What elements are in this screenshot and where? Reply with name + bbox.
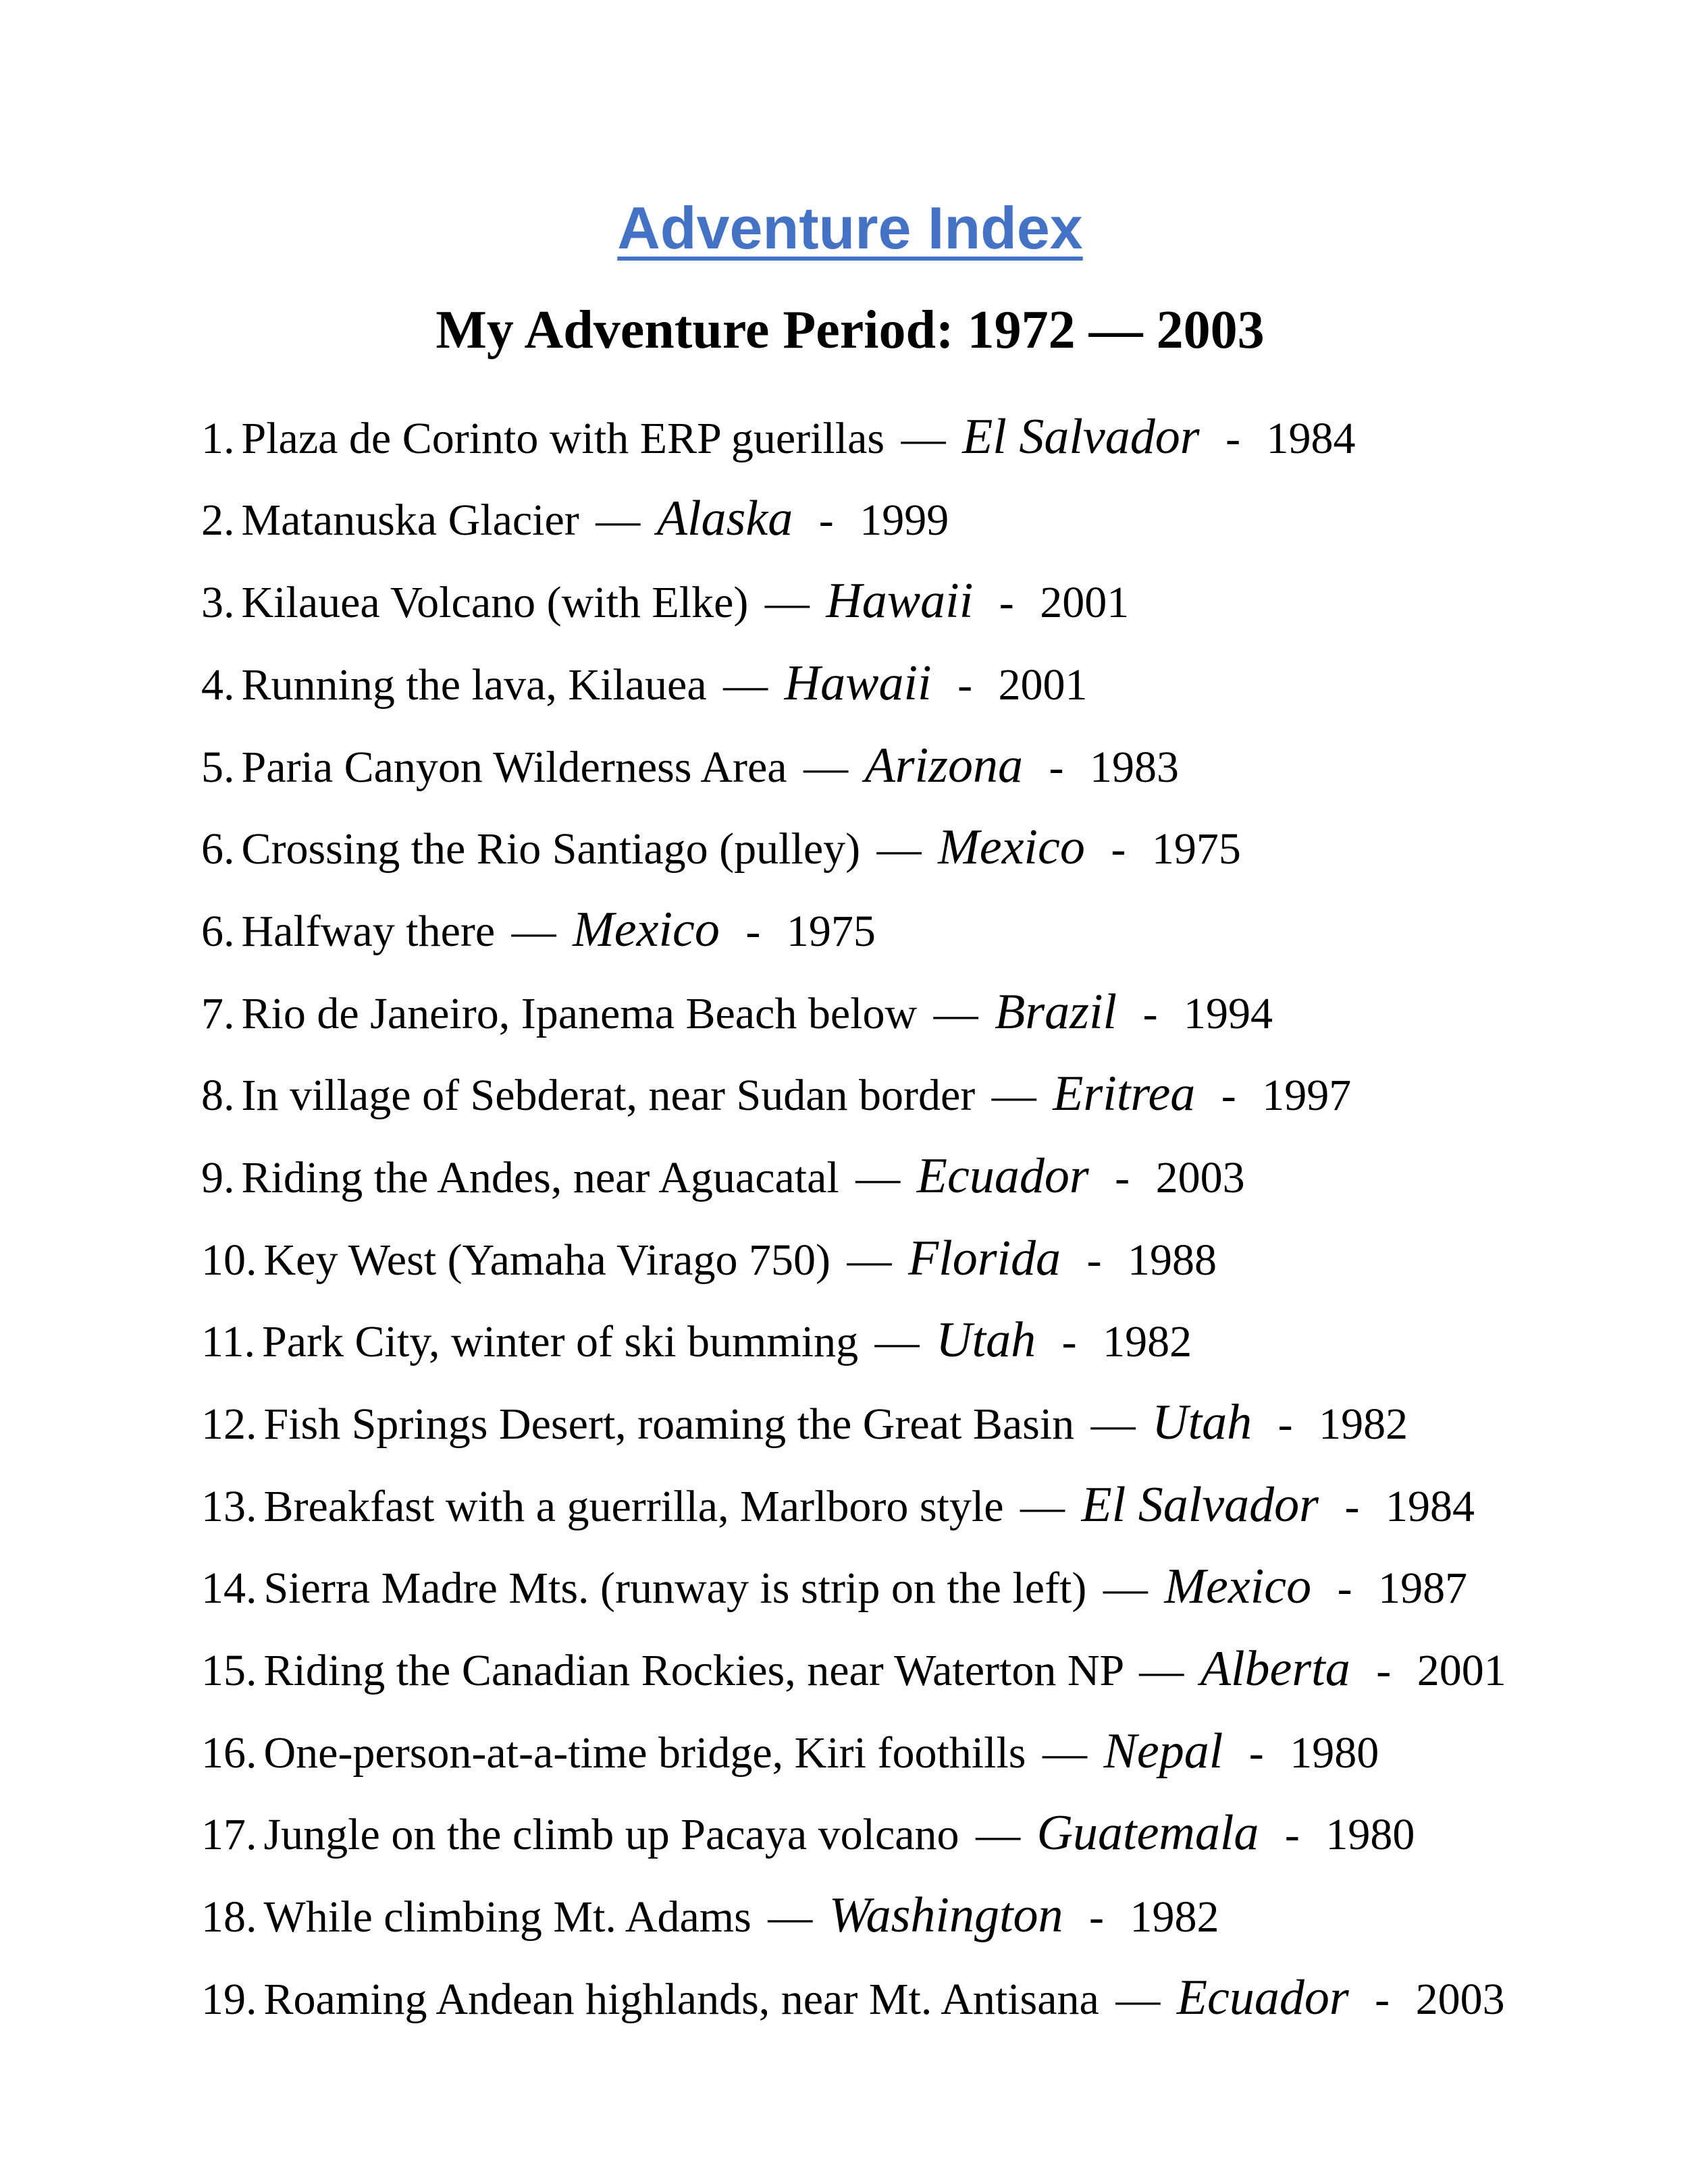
emdash-separator: —	[768, 1892, 813, 1942]
entry-row	[201, 1230, 1499, 1286]
entry-place: El Salvador	[1081, 1476, 1319, 1533]
emdash-separator: —	[876, 824, 922, 874]
hyphen-separator: -	[1086, 1235, 1102, 1285]
entry-year: 1984	[1385, 1481, 1475, 1531]
entry-year: 1975	[786, 906, 876, 956]
emdash-separator: —	[723, 660, 768, 710]
entry-row	[201, 1890, 1499, 1942]
emdash-separator: —	[976, 1810, 1021, 1860]
entry-place: Florida	[907, 1230, 1061, 1286]
entry-place: Nepal	[1103, 1723, 1223, 1779]
entry-description: Sierra Madre Mts. (runway is strip on the left)	[263, 1564, 1087, 1614]
entry-row	[201, 408, 1499, 464]
entry-number: 5.	[201, 742, 235, 792]
entry-description: Roaming Andean highlands, near Mt. Antisana	[263, 1974, 1099, 2024]
entry-place: Hawaii	[826, 573, 974, 629]
entry-place: Washington	[828, 1888, 1063, 1944]
entry-row	[201, 655, 1499, 711]
entry-number: 13.	[201, 1481, 257, 1531]
entry-row	[201, 1314, 1499, 1367]
entry-description: Plaza de Corinto with ERP guerillas	[241, 413, 885, 463]
emdash-separator: —	[803, 742, 849, 792]
entry-year: 1994	[1184, 988, 1273, 1038]
entry-number: 9.	[201, 1152, 235, 1202]
entry-year: 1987	[1378, 1564, 1468, 1614]
entry-description: Kilauea Volcano (with Elke)	[241, 578, 749, 628]
entry-place: Alaska	[656, 491, 793, 547]
entry-row	[201, 1723, 1499, 1779]
entry-number: 6.	[201, 906, 235, 956]
entry-row	[201, 1068, 1499, 1121]
emdash-separator: —	[596, 496, 641, 545]
hyphen-separator: -	[1277, 1400, 1293, 1449]
entry-description: Riding the Canadian Rockies, near Waterton NP	[263, 1646, 1123, 1696]
entry-year: 1988	[1128, 1235, 1217, 1285]
entry-row	[201, 1150, 1499, 1203]
entry-year: 1982	[1130, 1892, 1219, 1942]
entry-row	[201, 986, 1499, 1039]
entry-number: 11.	[201, 1317, 256, 1367]
entry-number: 16.	[201, 1728, 257, 1778]
hyphen-separator: -	[1376, 1646, 1392, 1696]
emdash-separator: —	[901, 413, 946, 463]
hyphen-separator: -	[818, 496, 834, 545]
entry-number: 1.	[201, 413, 235, 463]
entry-description: Key West (Yamaha Virago 750)	[263, 1235, 830, 1285]
emdash-separator: —	[511, 906, 556, 956]
entry-number: 17.	[201, 1810, 257, 1860]
entry-description: In village of Sebderat, near Sudan border	[241, 1071, 976, 1121]
entry-row	[201, 737, 1499, 793]
entry-description: While climbing Mt. Adams	[263, 1892, 751, 1942]
entry-place: El Salvador	[962, 408, 1200, 464]
entry-place: Ecuador	[1176, 1969, 1349, 2025]
emdash-separator: —	[1139, 1646, 1184, 1696]
hyphen-separator: -	[1089, 1892, 1105, 1942]
entry-description: Fish Springs Desert, roaming the Great Basin	[263, 1400, 1075, 1449]
entry-year: 1982	[1103, 1317, 1192, 1367]
entry-row	[201, 493, 1499, 545]
hyphen-separator: -	[999, 578, 1014, 628]
entry-list	[201, 408, 1506, 2025]
entry-row	[201, 575, 1499, 628]
entry-year: 1982	[1319, 1400, 1408, 1449]
entry-year: 1999	[860, 496, 949, 545]
entry-number: 19.	[201, 1974, 257, 2024]
hyphen-separator: -	[1225, 413, 1241, 463]
entry-number: 10.	[201, 1235, 257, 1285]
entry-row	[201, 1969, 1505, 2025]
entry-description: Jungle on the climb up Pacaya volcano	[263, 1810, 959, 1860]
entry-year: 2003	[1415, 1974, 1505, 2024]
entry-year: 2001	[998, 660, 1088, 710]
entry-place: Brazil	[995, 984, 1117, 1040]
entry-place: Guatemala	[1036, 1805, 1259, 1861]
emdash-separator: —	[1103, 1564, 1148, 1614]
entry-description: Riding the Andes, near Aguacatal	[241, 1152, 839, 1202]
hyphen-separator: -	[1142, 988, 1158, 1038]
emdash-separator: —	[874, 1317, 920, 1367]
entry-year: 2003	[1155, 1152, 1245, 1202]
entry-row	[201, 1397, 1499, 1449]
emdash-separator: —	[1020, 1481, 1065, 1531]
entry-year: 2001	[1417, 1646, 1506, 1696]
entry-number: 12.	[201, 1400, 257, 1449]
hyphen-separator: -	[1337, 1564, 1352, 1614]
hyphen-separator: -	[1284, 1810, 1300, 1860]
entry-year: 1984	[1266, 413, 1356, 463]
entry-row	[201, 1561, 1499, 1614]
hyphen-separator: -	[1375, 1974, 1390, 2024]
entry-row	[201, 901, 1499, 957]
entry-place: Utah	[1152, 1395, 1252, 1451]
hyphen-separator: -	[1111, 824, 1126, 874]
entry-place: Utah	[936, 1312, 1036, 1368]
entry-number: 18.	[201, 1892, 257, 1942]
hyphen-separator: -	[745, 906, 761, 956]
entry-number: 8.	[201, 1071, 235, 1121]
entry-year: 1980	[1290, 1728, 1379, 1778]
hyphen-separator: -	[1061, 1317, 1077, 1367]
emdash-separator: —	[1043, 1728, 1087, 1778]
entry-row	[201, 1641, 1506, 1697]
emdash-separator: —	[1115, 1974, 1161, 2024]
entry-description: Matanuska Glacier	[241, 496, 579, 545]
emdash-separator: —	[933, 988, 978, 1038]
entry-description: Paria Canyon Wilderness Area	[241, 742, 787, 792]
entry-number: 14.	[201, 1564, 257, 1614]
entry-year: 1983	[1089, 742, 1179, 792]
entry-description: Park City, winter of ski bumming	[262, 1317, 859, 1367]
document-subtitle: My Adventure Period: 1972 — 2003	[436, 300, 1265, 360]
entry-description: Crossing the Rio Santiago (pulley)	[241, 824, 861, 874]
emdash-separator: —	[847, 1235, 892, 1285]
entry-number: 6.	[201, 824, 235, 874]
entry-number: 2.	[201, 496, 235, 545]
entry-place: Hawaii	[784, 655, 932, 711]
entry-place: Arizona	[864, 737, 1023, 793]
entry-row	[201, 822, 1499, 874]
emdash-separator: —	[991, 1071, 1036, 1121]
entry-place: Alberta	[1200, 1641, 1350, 1697]
document-title: Adventure Index	[617, 194, 1083, 261]
hyphen-separator: -	[1344, 1481, 1360, 1531]
entry-place: Ecuador	[916, 1148, 1089, 1204]
entry-description: Running the lava, Kilauea	[241, 660, 707, 710]
entry-year: 1980	[1325, 1810, 1415, 1860]
entry-description: Rio de Janeiro, Ipanema Beach below	[241, 988, 918, 1038]
emdash-separator: —	[1090, 1400, 1136, 1449]
entry-description: Breakfast with a guerrilla, Marlboro style	[263, 1481, 1004, 1531]
entry-number: 7.	[201, 988, 235, 1038]
entry-description: One-person-at-a-time bridge, Kiri foothills	[263, 1728, 1026, 1778]
entry-number: 3.	[201, 578, 235, 628]
entry-year: 2001	[1040, 578, 1130, 628]
entry-number: 15.	[201, 1646, 257, 1696]
hyphen-separator: -	[1115, 1152, 1130, 1202]
entry-place: Mexico	[938, 820, 1085, 876]
entry-row	[201, 1807, 1499, 1860]
hyphen-separator: -	[1221, 1071, 1236, 1121]
hyphen-separator: -	[1049, 742, 1064, 792]
entry-place: Mexico	[573, 901, 720, 957]
entry-number: 4.	[201, 660, 235, 710]
entry-description: Halfway there	[241, 906, 496, 956]
hyphen-separator: -	[957, 660, 973, 710]
entry-year: 1997	[1262, 1071, 1352, 1121]
hyphen-separator: -	[1248, 1728, 1264, 1778]
entry-place: Eritrea	[1053, 1066, 1196, 1122]
emdash-separator: —	[764, 578, 810, 628]
entry-place: Mexico	[1164, 1559, 1312, 1615]
emdash-separator: —	[855, 1152, 901, 1202]
entry-row	[201, 1476, 1499, 1533]
entry-year: 1975	[1151, 824, 1241, 874]
